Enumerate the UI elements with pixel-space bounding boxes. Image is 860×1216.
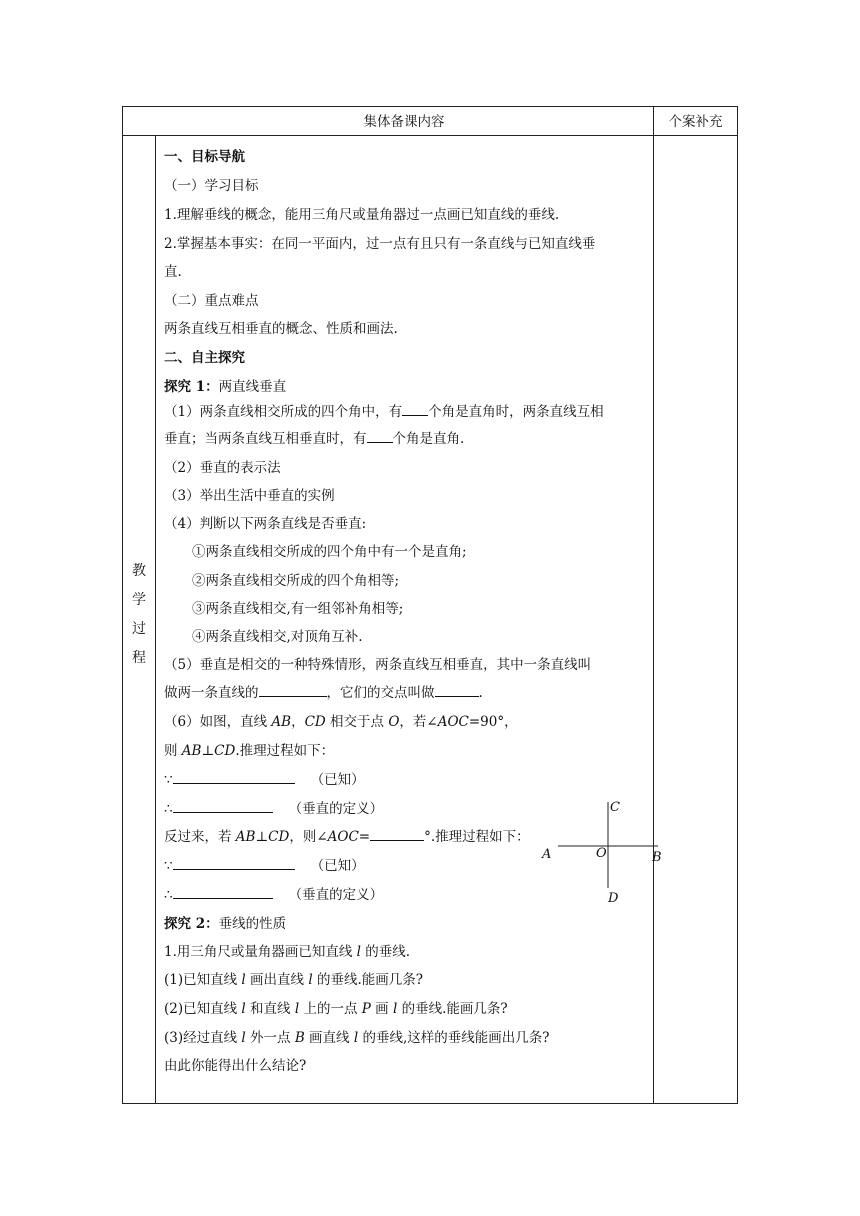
q6-var: O: [388, 714, 400, 730]
draw-task-3: [164, 1026, 550, 1046]
q6-var: CD: [304, 714, 326, 730]
question4-item2: ②两条直线相交所成的四个角相等;: [192, 573, 400, 589]
task-text: 画出直线: [245, 972, 309, 988]
converse-line: [164, 825, 530, 845]
q6-var: AB: [181, 743, 202, 759]
section2-title: 二、自主探究: [164, 350, 245, 366]
label-b: B: [652, 850, 662, 865]
header-divider: [123, 135, 737, 136]
q6-var: AOC: [437, 714, 469, 730]
fill-blank[interactable]: [402, 401, 428, 416]
header-main: 集体备课内容: [363, 114, 445, 130]
q6-text: .推理过程如下：: [235, 743, 335, 759]
proof1-because: [164, 768, 365, 788]
question5-line2: [164, 681, 483, 701]
question1-line1: [164, 400, 604, 420]
fill-blank[interactable]: [173, 769, 295, 784]
therefore-symbol: ∴: [164, 887, 173, 903]
task-text: 和直线: [245, 1001, 295, 1017]
task-var: B: [294, 1030, 305, 1046]
reason-text: （垂直的定义）: [288, 887, 384, 903]
question5-text: 做两一条直线的: [164, 685, 259, 701]
goal-1: 1.理解垂线的概念，能用三角尺或量角器过一点画已知直线的垂线.: [164, 207, 560, 223]
converse-text: ，则∠: [289, 829, 328, 845]
explore2-label: 探究 2：: [164, 916, 219, 932]
question6-line2: [164, 739, 334, 759]
side-char: 程: [132, 650, 146, 666]
draw-task: [164, 940, 410, 960]
side-label: [123, 557, 155, 673]
key-points: 两条直线互相垂直的概念、性质和画法.: [164, 321, 398, 337]
draw-task-2: [164, 997, 508, 1017]
converse-text: 反过来，若: [164, 829, 236, 845]
question4-item1: ①两条直线相交所成的四个角中有一个是直角;: [192, 544, 467, 560]
conclusion-prompt: 由此你能得出什么结论?: [164, 1058, 307, 1074]
task-text: 的垂线.能画几条?: [312, 972, 423, 988]
because-symbol: ∵: [164, 772, 173, 788]
question1-text: 垂直；当两条直线互相垂直时，有: [164, 431, 367, 447]
task-text: (3)经过直线: [164, 1030, 242, 1046]
question2: （2）垂直的表示法: [164, 460, 281, 476]
lesson-table: [122, 106, 738, 1104]
converse-var: AOC: [327, 829, 359, 845]
task-text: (2)已知直线: [164, 1001, 242, 1017]
fill-blank[interactable]: [435, 682, 479, 697]
proof2-because: [164, 854, 365, 874]
explore1-title: 两直线垂直: [218, 379, 287, 395]
task-text: 的垂线.能画几条?: [397, 1001, 508, 1017]
task-var: l: [294, 1001, 300, 1017]
side-column-divider: [155, 135, 156, 1103]
side-char: 学: [132, 592, 146, 608]
task-text: 画: [370, 1001, 393, 1017]
reason-text: （已知）: [310, 772, 365, 788]
fill-blank[interactable]: [259, 682, 327, 697]
question4-item4: ④两条直线相交,对顶角互补.: [192, 629, 363, 645]
converse-text: =: [358, 829, 371, 845]
task-var: l: [353, 1030, 359, 1046]
q6-var: AB: [271, 714, 292, 730]
header-supplement: 个案补充: [668, 114, 723, 130]
task-text: 的垂线,这样的垂线能画出几条?: [358, 1030, 550, 1046]
label-a: A: [542, 847, 552, 862]
side-char: 教: [132, 563, 146, 579]
task-text: 上的一点: [299, 1001, 362, 1017]
supplement-column-divider: [653, 107, 654, 1103]
converse-text: ⊥: [255, 829, 269, 845]
q6-text: （6）如图，直线: [164, 714, 272, 730]
question4-item3: ③两条直线相交,有一组邻补角相等;: [192, 601, 404, 617]
task-text: 的垂线.: [361, 944, 411, 960]
task-var: l: [308, 972, 313, 988]
fill-blank[interactable]: [173, 855, 295, 870]
proof2-therefore: [164, 883, 383, 903]
task-text: 1.用三角尺或量角器画已知直线: [164, 944, 357, 960]
converse-var: CD: [268, 829, 290, 845]
task-var: l: [241, 1001, 246, 1017]
explore2-heading: [164, 912, 286, 932]
fill-blank[interactable]: [173, 884, 273, 899]
side-char: 过: [132, 621, 146, 637]
fill-blank[interactable]: [173, 798, 273, 813]
task-var: l: [241, 972, 246, 988]
q6-text: ⊥: [201, 743, 215, 759]
task-text: (1)已知直线: [164, 972, 242, 988]
question4: （4）判断以下两条直线是否垂直:: [164, 516, 367, 532]
perpendicular-lines-figure: [538, 800, 668, 910]
task-text: 外一点: [245, 1030, 295, 1046]
goal-2-line2: 直.: [164, 264, 182, 280]
proof1-therefore: [164, 797, 383, 817]
because-symbol: ∵: [164, 858, 173, 874]
task-var: l: [241, 1030, 246, 1046]
task-var: l: [392, 1001, 398, 1017]
task-var: P: [361, 1001, 371, 1017]
question6-line1: [164, 710, 518, 730]
q6-text: ，: [291, 714, 305, 730]
question5-text: ，它们的交点叫做: [326, 685, 435, 701]
label-d: D: [608, 891, 619, 906]
draw-task-1: [164, 968, 423, 988]
fill-blank[interactable]: [367, 428, 393, 443]
subsection-key-points: （二）重点难点: [164, 293, 259, 309]
task-var: l: [356, 944, 361, 960]
question1-text: （1）两条直线相交所成的四个角中，有: [164, 404, 403, 420]
therefore-symbol: ∴: [164, 801, 173, 817]
explore2-title: 垂线的性质: [218, 916, 287, 932]
section1-title: 一、目标导航: [164, 149, 245, 165]
subsection-goals: （一）学习目标: [164, 178, 259, 194]
question5-text: .: [478, 685, 483, 701]
converse-text: °.推理过程如下：: [424, 829, 530, 845]
question1-text: 个角是直角.: [392, 431, 465, 447]
reason-text: （已知）: [310, 858, 365, 874]
converse-var: AB: [235, 829, 256, 845]
reason-text: （垂直的定义）: [288, 801, 384, 817]
q6-var: CD: [214, 743, 236, 759]
question1-text: 个角是直角时，两条直线互相: [428, 404, 604, 420]
q6-text: 相交于点: [325, 714, 389, 730]
q6-text: 则: [164, 743, 182, 759]
question3: （3）举出生活中垂直的实例: [164, 488, 335, 504]
question5-line1: （5）垂直是相交的一种特殊情形，两条直线互相垂直，其中一条直线叫: [164, 657, 592, 673]
label-c: C: [610, 800, 620, 815]
fill-blank[interactable]: [370, 826, 424, 841]
question1-line2: [164, 427, 464, 447]
explore1-label: 探究 1：: [164, 379, 219, 395]
q6-text: =90°，: [468, 714, 518, 730]
q6-text: ，若∠: [399, 714, 438, 730]
explore1-heading: [164, 375, 286, 395]
task-text: 画直线: [304, 1030, 354, 1046]
label-o: O: [596, 846, 607, 861]
goal-2-line1: 2.掌握基本事实：在同一平面内，过一点有且只有一条直线与已知直线垂: [164, 236, 596, 252]
